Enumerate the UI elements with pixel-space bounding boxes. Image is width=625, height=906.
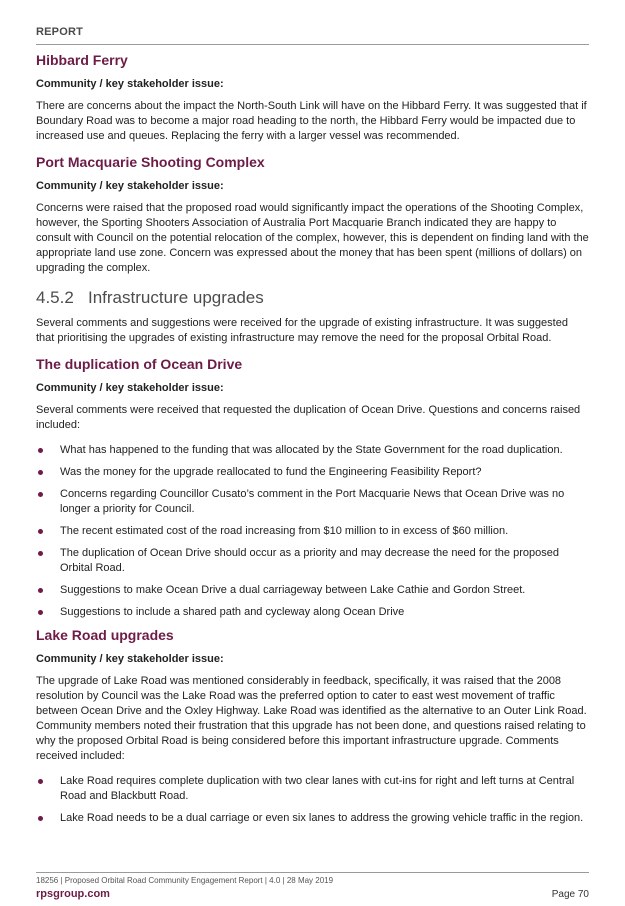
list-item: Suggestions to include a shared path and cycleway along Ocean Drive	[36, 605, 589, 620]
paragraph: Concerns were raised that the proposed road would significantly impact the operations of the Shooting Complex, however, the Sporting Shooters Association of Australia Port Macquarie Branch indicated they are happy to consult with Council on the potential relocation of the complex, however, this is dependent on finding land with the appropriate land use zone. Concern was expressed about the money that has been spent (millions of dollars) on upgrading the complex.	[36, 202, 589, 274]
paragraph: Several comments were received that requested the duplication of Ocean Drive. Questions and concerns raised included:	[36, 404, 581, 431]
document-body	[36, 52, 589, 833]
section-ocean-drive	[36, 356, 589, 620]
section-subheading: Community / key stakeholder issue:	[36, 382, 224, 394]
website-link[interactable]: rpsgroup.com	[36, 888, 110, 900]
section-heading: The duplication of Ocean Drive	[36, 356, 243, 372]
section-heading: Hibbard Ferry	[36, 52, 128, 68]
paragraph: Several comments and suggestions were received for the upgrade of existing infrastructure. It was suggested that prioritising the upgrades of existing infrastructure may remove the need for the proposal Orbital Road.	[36, 317, 568, 344]
section-lake-road	[36, 627, 589, 826]
list-item: The recent estimated cost of the road increasing from $10 million to in excess of $60 million.	[36, 524, 589, 539]
page-header	[36, 22, 589, 45]
footer-meta: 18256 | Proposed Orbital Road Community Engagement Report | 4.0 | 28 May 2019	[36, 876, 334, 885]
bullet-list	[36, 774, 589, 826]
section-heading: Lake Road upgrades	[36, 627, 174, 643]
section-subheading: Community / key stakeholder issue:	[36, 653, 224, 665]
header-label: REPORT	[36, 26, 84, 38]
section-shooting-complex	[36, 154, 589, 276]
footer-row	[36, 888, 589, 900]
section-subheading: Community / key stakeholder issue:	[36, 180, 224, 192]
page-footer	[36, 872, 589, 900]
section-infrastructure-upgrades	[36, 288, 589, 346]
section-hibbard-ferry	[36, 52, 589, 144]
list-item: Suggestions to make Ocean Drive a dual carriageway between Lake Cathie and Gordon Street.	[36, 583, 589, 598]
list-item: What has happened to the funding that was allocated by the State Government for the road duplication.	[36, 443, 589, 458]
section-heading: Port Macquarie Shooting Complex	[36, 154, 265, 170]
list-item: Lake Road needs to be a dual carriage or even six lanes to address the growing vehicle traffic in the region.	[36, 811, 589, 826]
page-number: Page 70	[551, 889, 589, 900]
heading-title: Infrastructure upgrades	[88, 288, 264, 307]
paragraph: There are concerns about the impact the North-South Link will have on the Hibbard Ferry. It was suggested that if Boundary Road was to become a major road heading to the north, the Hibbard Ferry would be impacted due to increased use and queues. Replacing the ferry with a larger vessel was recommended.	[36, 100, 587, 142]
heading-number: 4.5.2	[36, 288, 74, 307]
list-item: Lake Road requires complete duplication with two clear lanes with cut-ins for right and left turns at Central Road and Blackbutt Road.	[36, 774, 589, 804]
bullet-list	[36, 443, 589, 620]
numbered-heading	[36, 288, 589, 308]
list-item: Was the money for the upgrade reallocated to fund the Engineering Feasibility Report?	[36, 465, 589, 480]
paragraph: The upgrade of Lake Road was mentioned considerably in feedback, specifically, it was raised that the 2008 resolution by Council was the Lake Road was the preferred option to cater to east west movement of traffic between Ocean Drive and the Oxley Highway. Lake Road was identified as the alternative to an Outer Link Road. Community members noted their frustration that this upgrade has not been done, and questions raised relating to why the proposed Orbital Road is being considered before this important infrastructure upgrade. Comments received included:	[36, 675, 587, 762]
list-item: Concerns regarding Councillor Cusato’s comment in the Port Macquarie News that Ocean Drive was no longer a priority for Council.	[36, 487, 589, 517]
list-item: The duplication of Ocean Drive should occur as a priority and may decrease the need for the proposed Orbital Road.	[36, 546, 589, 576]
section-subheading: Community / key stakeholder issue:	[36, 78, 224, 90]
